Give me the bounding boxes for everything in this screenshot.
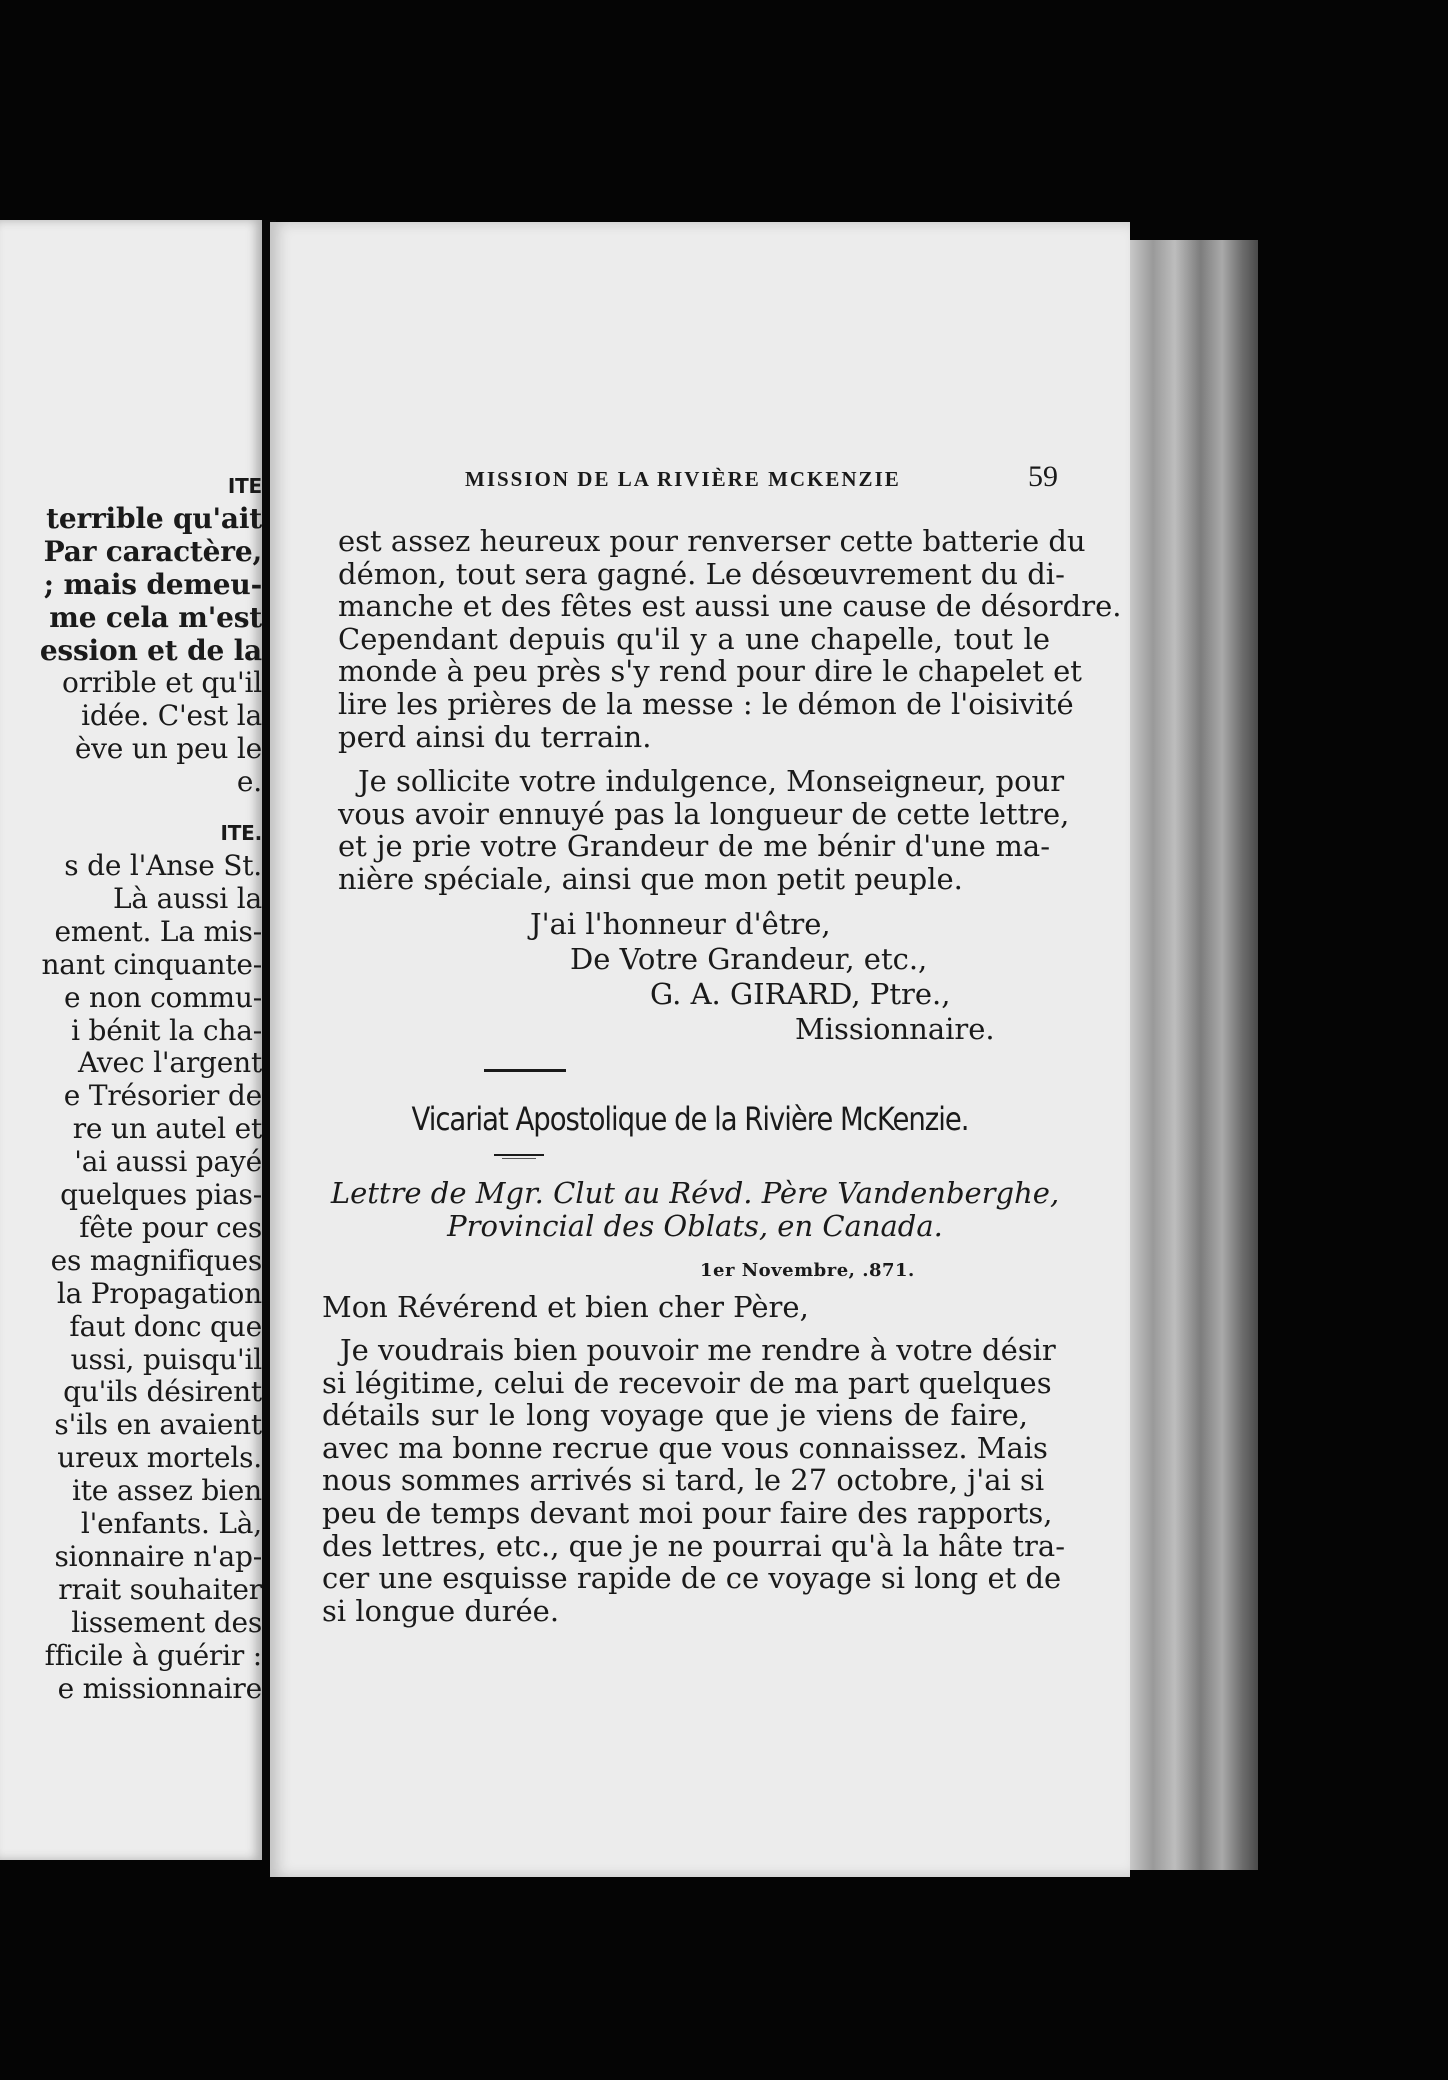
left-text-line: ussi, puisqu'il: [70, 1342, 262, 1376]
text-line: avec ma bonne recrue que vous connaissez. Mais: [322, 1430, 1048, 1465]
paragraph-2: [270, 765, 1130, 895]
text-line: lire les prières de la messe : le démon de l'oisivité: [338, 686, 1074, 721]
left-text-line: i bénit la cha-: [71, 1013, 262, 1047]
left-page-text-column: [0, 470, 262, 1706]
left-text-line: nant cinquante-: [41, 947, 262, 981]
section-divider: [484, 1069, 566, 1072]
left-text-line: Avec l'argent: [78, 1046, 262, 1080]
text-line: monde à peu près s'y rend pour dire le chapelet et: [338, 654, 1082, 689]
paragraph-3: [270, 1334, 1130, 1627]
left-line-gap: [0, 799, 262, 817]
left-text-line: es magnifiques: [50, 1243, 262, 1277]
left-text-line: s'ils en avaient: [54, 1408, 262, 1442]
left-text-line: 'ai aussi payé: [74, 1145, 262, 1179]
left-text-line: me cela m'est: [49, 600, 262, 634]
text-line: démon, tout sera gagné. Le désœuvrement du di-: [338, 556, 1065, 591]
text-line: Je voudrais bien pouvoir me rendre à votre désir: [340, 1333, 1056, 1367]
subtitle-line: Lettre de Mgr. Clut au Révd. Père Vandenberghe,: [330, 1176, 1060, 1210]
left-text-line: ement. La mis-: [54, 914, 262, 948]
left-text-line: qu'ils désirent: [63, 1375, 262, 1409]
left-text-line: Là aussi la: [113, 881, 262, 915]
letter-date: 1er Novembre, .871.: [700, 1260, 915, 1281]
left-text-line: ite assez bien: [71, 1474, 262, 1508]
left-text-line: orrible et qu'il: [61, 666, 262, 700]
page-edges: [1130, 240, 1258, 1870]
left-text-line: e missionnaire: [57, 1671, 262, 1705]
text-line: vous avoir ennuyé pas la longueur de cette lettre,: [338, 796, 1070, 831]
text-line: Je sollicite votre indulgence, Monseigneur, pour: [358, 764, 1065, 798]
text-line: nous sommes arrivés si tard, le 27 octobre, j'ai si: [322, 1463, 1045, 1498]
left-running-head: ITE.: [220, 821, 262, 846]
text-line: nière spéciale, ainsi que mon petit peuple.: [338, 861, 963, 896]
right-page: [270, 222, 1130, 1877]
left-text-line: fficile à guérir :: [44, 1638, 262, 1672]
signature-title: Missionnaire.: [795, 1012, 995, 1046]
left-text-line: lissement des: [71, 1605, 262, 1639]
left-text-line: fête pour ces: [79, 1210, 262, 1244]
paragraph-1: [270, 525, 1130, 753]
text-line: perd ainsi du terrain.: [338, 719, 652, 754]
text-line: est assez heureux pour renverser cette batterie du: [338, 524, 1086, 558]
closing-line: J'ai l'honneur d'être,: [530, 907, 831, 941]
left-text-line: ureux mortels.: [57, 1441, 262, 1475]
signature-name: G. A. GIRARD, Ptre.,: [650, 977, 951, 1011]
left-text-line: l'enfants. Là,: [80, 1507, 262, 1541]
page-number: 59: [1028, 460, 1058, 493]
left-text-line: re un autel et: [72, 1112, 262, 1146]
text-line: si longue durée.: [322, 1593, 560, 1628]
left-text-line: sionnaire n'ap-: [54, 1540, 262, 1573]
letter-subtitle: [300, 1177, 1090, 1243]
left-text-line: faut donc que: [69, 1309, 262, 1343]
left-text-line: rrait souhaiter: [58, 1572, 262, 1606]
title-underline-thin: [502, 1158, 536, 1159]
left-text-line: ession et de la: [39, 633, 262, 667]
closing-line: De Votre Grandeur, etc.,: [570, 942, 928, 976]
left-text-line: s de l'Anse St.: [64, 848, 262, 882]
left-text-line: e non commu-: [63, 980, 262, 1014]
salutation: Mon Révérend et bien cher Père,: [322, 1290, 809, 1324]
text-line: peu de temps devant moi pour faire des rapports,: [322, 1495, 1053, 1530]
left-page: [0, 220, 262, 1860]
running-head: MISSION DE LA RIVIÈRE MCKENZIE: [465, 467, 901, 491]
title-underline: [494, 1154, 544, 1156]
left-running-head: ITE: [227, 474, 262, 498]
text-line: si légitime, celui de recevoir de ma part quelques: [322, 1365, 1052, 1400]
text-line: Cependant depuis qu'il y a une chapelle, tout le: [338, 621, 1050, 656]
left-text-line: ève un peu le: [74, 732, 262, 766]
left-text-line: quelques pias-: [60, 1178, 262, 1212]
text-line: manche et des fêtes est aussi une cause de désordre.: [338, 589, 1122, 624]
section-title: Vicariat Apostolique de la Rivière McKenzie.: [411, 1100, 969, 1138]
left-text-line: e.: [236, 765, 262, 799]
left-text-line: idée. C'est la: [81, 699, 262, 733]
left-text-line: la Propagation: [56, 1276, 262, 1310]
left-text-line: Par caractère,: [43, 534, 262, 568]
text-line: et je prie votre Grandeur de me bénir d'une ma-: [338, 829, 1050, 864]
left-text-line: e Trésorier de: [63, 1079, 262, 1113]
text-line: détails sur le long voyage que je viens de faire,: [322, 1398, 1028, 1433]
left-text-line: terrible qu'ait: [46, 501, 262, 535]
subtitle-line: Provincial des Oblats, en Canada.: [447, 1209, 943, 1243]
left-text-line: ; mais demeu-: [43, 567, 262, 601]
text-line: cer une esquisse rapide de ce voyage si long et de: [322, 1561, 1062, 1596]
text-line: des lettres, etc., que je ne pourrai qu'à la hâte tra-: [322, 1528, 1065, 1563]
